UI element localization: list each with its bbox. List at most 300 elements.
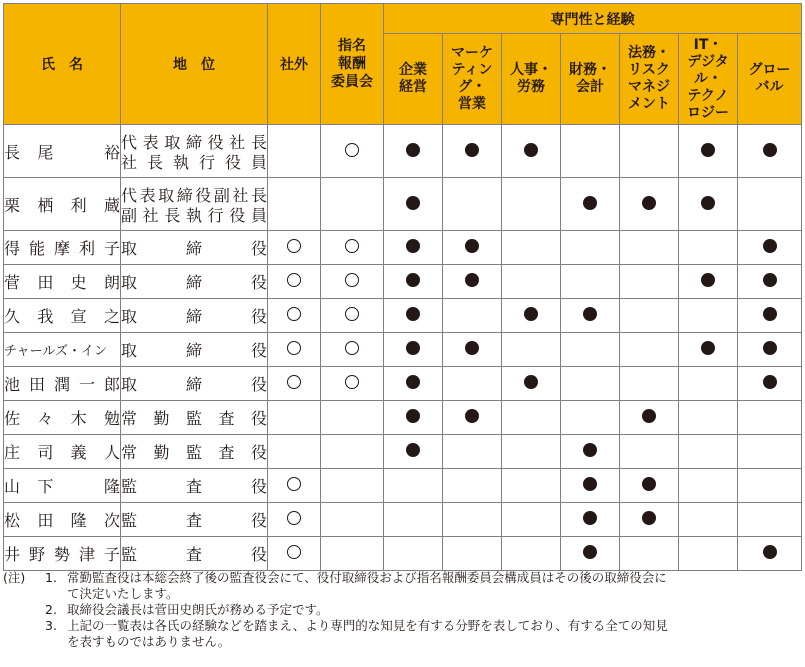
skill-cell [620,537,679,571]
header-skill-2 [502,34,561,125]
header-skill-line: ロジー [687,104,729,121]
skill-dot-mark [763,545,777,559]
header-skill-line: マネジ [628,79,670,95]
position-line [121,544,267,564]
skill-cell [502,401,561,435]
header-outside: 社外 [268,4,321,125]
skill-cell [620,265,679,299]
committee-cell [321,125,384,178]
outside-cell [268,537,321,571]
skill-cell [620,469,679,503]
position-line [121,476,267,496]
skill-dot-mark [406,375,420,389]
position-line [121,272,267,292]
position-char: 役 [250,341,267,360]
header-skill-line: 営業 [458,96,486,112]
skill-cell [679,178,738,231]
header-skill-line: グロー [748,62,791,78]
skill-dot-mark [406,409,420,423]
header-skill-line: 経営 [399,79,427,95]
header-skill-1 [443,34,502,125]
position-char: 勤 [153,409,170,428]
skill-dot-mark [524,307,538,321]
header-skill-line: 会計 [576,79,604,95]
table-row [4,367,802,401]
header-skill-line: 労務 [517,79,545,95]
skill-cell [502,265,561,299]
person-name [4,333,121,367]
skill-dot-mark [524,143,538,157]
note-text: 取締役会議長は菅田史朗氏が務める予定です。 [67,602,329,617]
person-position [121,265,268,299]
skill-cell [502,367,561,401]
name-char: 野 [28,545,45,564]
skill-dot-mark [701,341,715,355]
skill-dot-mark [763,307,777,321]
skill-cell [620,231,679,265]
skill-cell [443,469,502,503]
person-position [121,503,268,537]
name-text: チャールズ・イン [4,344,107,359]
skill-dot-mark [406,239,420,253]
note-prefix [3,634,45,650]
person-name [4,401,121,435]
outside-circle-mark [287,341,301,355]
position-char: 締 [185,132,202,152]
skill-cell [561,178,620,231]
skill-dot-mark [763,273,777,287]
name-char: 子 [103,545,120,564]
skill-cell [738,333,802,367]
outside-circle-mark [287,375,301,389]
skill-cell [620,401,679,435]
name-char: 我 [37,307,54,326]
header-skill-line: デジタル・ [687,53,729,87]
table-row [4,435,802,469]
person-name [4,178,121,231]
position-line [121,340,267,360]
skill-cell [561,503,620,537]
header-committee-line: 報酬 [338,56,366,72]
skill-cell [620,367,679,401]
skill-cell [561,401,620,435]
table-row [4,469,802,503]
name-char: 下 [37,477,54,496]
name-char: 郎 [103,375,120,394]
outside-cell [268,231,321,265]
skill-cell [561,299,620,333]
position-char: 執 [172,152,189,172]
outside-cell [268,367,321,401]
name-char: 蔵 [103,195,120,215]
position-char: 取 [121,341,138,360]
position-char: 監 [185,443,202,462]
header-committee-line: 委員会 [331,74,373,90]
person-name [4,469,121,503]
skill-dot-mark [642,477,656,491]
outside-circle-mark [287,545,301,559]
outside-cell [268,401,321,435]
outside-cell [268,265,321,299]
person-position [121,367,268,401]
position-char: 代 [121,132,138,152]
header-skill-line: メント [628,96,670,112]
position-char: 役 [195,185,212,205]
position-char: 役 [250,273,267,292]
skill-cell [679,401,738,435]
skill-dot-mark [465,143,479,157]
outside-circle-mark [287,307,301,321]
outside-cell [268,435,321,469]
person-name [4,367,121,401]
skill-cell [443,178,502,231]
person-position [121,537,268,571]
skill-dot-mark [583,196,597,210]
skill-cell [443,435,502,469]
position-char: 社 [142,205,159,225]
note-number: 3. [45,618,57,633]
note-number [45,634,67,650]
person-name [4,265,121,299]
skill-dot-mark [763,143,777,157]
position-line [121,184,267,204]
header-skill-6 [738,34,802,125]
position-char: 監 [121,511,138,530]
name-char: 田 [37,273,54,292]
outside-cell [268,125,321,178]
name-char: 栗 [4,195,21,215]
note-line [3,634,803,650]
skill-cell [443,299,502,333]
header-skill-line: 法務・ [628,45,670,61]
header-skill-5 [679,34,738,125]
skill-dot-mark [642,511,656,525]
skill-dot-mark [465,273,479,287]
skill-dot-mark [701,143,715,157]
table-row [4,401,802,435]
skill-cell [738,537,802,571]
skill-dot-mark [583,443,597,457]
skill-cell [384,401,443,435]
position-char: 取 [158,185,175,205]
committee-cell [321,469,384,503]
position-char: 役 [207,132,224,152]
skill-cell [384,503,443,537]
position-char: 長 [250,132,267,152]
note-prefix [3,586,45,602]
position-line [121,510,267,530]
header-skill-0 [384,34,443,125]
skill-cell [443,401,502,435]
skill-cell [561,469,620,503]
skill-cell [738,125,802,178]
header-skill-line: マーケ [451,45,493,61]
name-char: 木 [70,409,87,428]
header-position: 地 位 [121,4,268,125]
person-position [121,401,268,435]
skill-dot-mark [406,196,420,210]
position-char: 締 [176,185,193,205]
note-line [3,586,803,602]
name-char: 利 [70,195,87,215]
position-char: 査 [218,409,235,428]
person-name [4,231,121,265]
skill-cell [679,125,738,178]
position-char: 役 [250,443,267,462]
skill-cell [384,178,443,231]
skill-dot-mark [763,239,777,253]
name-char: 之 [103,307,120,326]
position-char: 勤 [153,443,170,462]
position-char: 執 [185,205,202,225]
name-char: 子 [103,239,120,258]
skill-cell [502,125,561,178]
skill-cell [679,503,738,537]
name-char: 々 [37,409,54,428]
skill-cell [502,178,561,231]
outside-circle-mark [287,477,301,491]
committee-cell [321,231,384,265]
committee-circle-mark [345,341,359,355]
position-char: 役 [250,239,267,258]
person-position [121,469,268,503]
note-prefix [3,602,45,618]
position-char: 行 [207,205,224,225]
outside-circle-mark [287,239,301,253]
header-skill-line: 人事・ [510,62,552,78]
skill-dot-mark [583,307,597,321]
name-char: 佐 [4,409,21,428]
skill-cell [738,401,802,435]
skill-cell [679,537,738,571]
header-committee-line: 指名 [338,38,366,54]
committee-cell [321,333,384,367]
header-committee [321,4,384,125]
name-char: 津 [78,545,95,564]
position-char: 社 [232,185,249,205]
position-char: 行 [198,152,215,172]
person-name [4,503,121,537]
skill-dot-mark [583,477,597,491]
skill-cell [384,435,443,469]
note-text: 常勤監査役は本総会終了後の監査役会にて、役付取締役および指名報酬委員会構成員はその後の取締役会に [67,570,667,585]
name-char: 史 [70,273,87,292]
person-name [4,125,121,178]
position-char: 表 [142,132,159,152]
position-char: 取 [121,375,138,394]
position-char: 締 [185,307,202,326]
skill-cell [384,125,443,178]
skill-dot-mark [583,545,597,559]
header-skill-line: 財務・ [569,62,611,78]
table-row [4,299,802,333]
note-prefix: (注) [3,570,26,585]
position-char: 締 [185,341,202,360]
position-char: 監 [121,477,138,496]
name-char: 池 [4,375,21,394]
note-text: を表すものではありません。 [67,634,231,649]
position-line [121,374,267,394]
person-position [121,125,268,178]
outside-cell [268,469,321,503]
person-name [4,537,121,571]
note-number: 2. [45,602,57,617]
person-position [121,435,268,469]
name-char: 司 [37,443,54,462]
committee-cell [321,265,384,299]
skill-dot-mark [406,143,420,157]
name-char: 田 [37,511,54,530]
skill-dot-mark [701,273,715,287]
committee-circle-mark [345,375,359,389]
skill-cell [384,265,443,299]
position-line [121,151,267,171]
committee-cell [321,178,384,231]
outside-cell [268,178,321,231]
committee-circle-mark [345,273,359,287]
name-char: 利 [78,239,95,258]
name-char: 義 [70,443,87,462]
name-char: 朗 [103,273,120,292]
header-skill-4 [620,34,679,125]
skill-cell [561,435,620,469]
position-char: 役 [250,511,267,530]
outside-cell [268,503,321,537]
name-char: 栖 [37,195,54,215]
name-char: 得 [4,239,21,258]
skills-matrix-table [3,3,802,571]
position-char: 長 [250,185,267,205]
committee-circle-mark [345,307,359,321]
position-char: 締 [185,375,202,394]
note-text: て決定いたします。 [67,586,179,601]
committee-cell [321,299,384,333]
name-char: 次 [103,511,120,530]
header-skill-line: ティング・ [451,62,493,95]
position-char: 締 [185,239,202,258]
position-line [121,204,267,224]
skill-cell [738,178,802,231]
skill-cell [502,503,561,537]
skill-cell [561,231,620,265]
header-expertise: 専門性と経験 [384,4,802,34]
header-skill-line: IT・ [693,36,723,53]
position-char: 長 [164,205,181,225]
skill-cell [620,178,679,231]
skill-cell [679,367,738,401]
skill-cell [738,469,802,503]
name-char: 菅 [4,273,21,292]
skill-cell [679,469,738,503]
skill-cell [384,367,443,401]
name-char: 山 [4,477,21,496]
person-position [121,231,268,265]
name-char: 長 [4,142,21,162]
position-char: 査 [185,545,202,564]
position-char: 代 [121,185,138,205]
name-char: 庄 [4,443,21,462]
skill-cell [679,333,738,367]
name-char: 宣 [70,307,87,326]
skill-dot-mark [406,341,420,355]
position-line [121,306,267,326]
table-row [4,231,802,265]
person-position [121,333,268,367]
name-char: 人 [103,443,120,462]
skill-cell [443,265,502,299]
name-char: 田 [28,375,45,394]
committee-cell [321,401,384,435]
skill-cell [443,537,502,571]
skill-cell [620,435,679,469]
name-char: 能 [28,239,45,258]
skill-cell [679,299,738,333]
position-line [121,131,267,151]
outside-cell [268,333,321,367]
person-position [121,299,268,333]
skill-dot-mark [465,409,479,423]
name-char: 松 [4,511,21,530]
position-char: 表 [139,185,156,205]
skill-cell [561,333,620,367]
position-char: 役 [224,152,241,172]
position-char: 社 [121,152,138,172]
note-number [45,586,67,602]
skill-cell [502,333,561,367]
position-char: 監 [121,545,138,564]
note-line [3,602,803,618]
committee-circle-mark [345,239,359,253]
position-char: 役 [250,545,267,564]
position-char: 役 [250,375,267,394]
note-line [3,618,803,634]
committee-cell [321,435,384,469]
skill-cell [443,503,502,537]
skill-dot-mark [701,196,715,210]
skill-cell [738,367,802,401]
skill-dot-mark [642,409,656,423]
skill-dot-mark [583,511,597,525]
skill-cell [679,435,738,469]
position-char: 役 [229,205,246,225]
skill-cell [620,503,679,537]
skill-cell [620,299,679,333]
note-text: 上記の一覧表は各氏の経験などを踏まえ、より専門的な知見を有する分野を表しており、有する全ての知見 [67,618,668,633]
skill-cell [620,333,679,367]
skill-dot-mark [642,196,656,210]
skill-cell [384,469,443,503]
skill-cell [443,125,502,178]
skill-cell [384,333,443,367]
header-skill-line: 企業 [399,62,427,78]
header-name: 氏 名 [4,4,121,125]
table-row [4,178,802,231]
name-char: 裕 [103,142,120,162]
name-char: 勉 [103,409,120,428]
position-char: 査 [185,477,202,496]
notes [3,570,803,650]
position-char: 取 [121,307,138,326]
name-char: 尾 [37,142,54,162]
position-char: 長 [146,152,163,172]
skill-cell [443,231,502,265]
position-char: 役 [250,477,267,496]
header-skill-line: テクノ [687,87,729,104]
position-char: 取 [121,273,138,292]
skill-cell [620,125,679,178]
name-char: 摩 [53,239,70,258]
skill-dot-mark [763,341,777,355]
